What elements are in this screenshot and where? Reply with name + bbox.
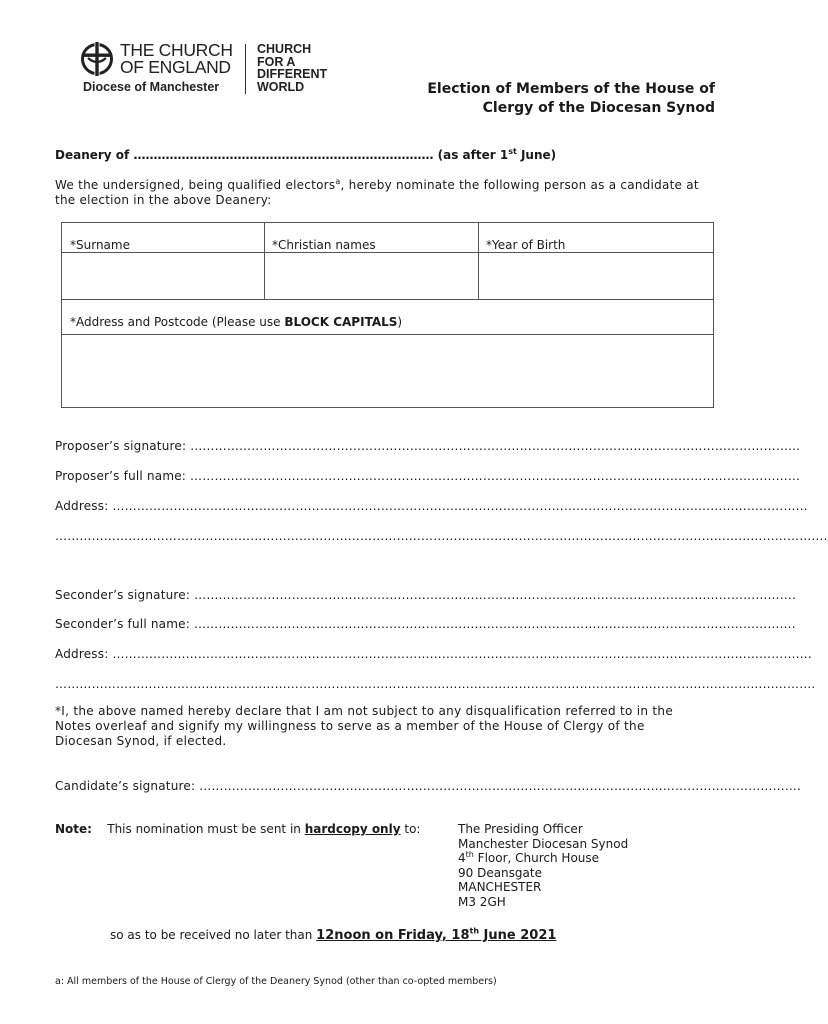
candidate-details-table (61, 222, 714, 408)
floor-sup: th (465, 850, 474, 860)
footnote-ref: a (335, 177, 341, 186)
proposer-address-line-2[interactable]: ………………………………………………………………………………………………………………………………………………………………………. (55, 529, 828, 543)
seconder-full-name-field[interactable]: Seconder’s full name: …………………………………………………………………………………………………………………………………. (55, 617, 796, 631)
deanery-suffix-end: June) (520, 148, 557, 162)
deadline-date (316, 928, 556, 943)
address-header (70, 315, 402, 329)
note-emphasis: hardcopy only (304, 822, 401, 836)
seconder-address-field[interactable]: Address: ………………………………………………………………………………………………………………………………………………………. (55, 647, 812, 661)
return-address (458, 822, 628, 910)
declaration-text: *I, the above named hereby declare that I am not subject to any disqualification referred to in the Notes overleaf and signify my willingness to serve as a member of the House of Clergy of the Diocesan Synod, if elected. (55, 704, 674, 748)
deanery-suffix-sup: st (508, 147, 517, 156)
address-field[interactable] (63, 336, 713, 406)
christian-names-field[interactable] (266, 254, 477, 299)
surname-header: *Surname (70, 238, 130, 252)
year-of-birth-header: *Year of Birth (486, 238, 566, 252)
surname-field[interactable] (63, 254, 263, 299)
logo-wordmark (120, 42, 233, 76)
deadline-date-text: 12noon on Friday, 18 (316, 928, 470, 943)
note-label: Note: (55, 822, 92, 836)
address-header-bold: BLOCK CAPITALS (284, 315, 398, 329)
logo-line-1: THE CHURCH (120, 40, 233, 60)
logo-line-2: OF ENGLAND (120, 57, 231, 77)
title-line-1: Election of Members of the House of (427, 81, 715, 97)
seconder-address-line-2[interactable]: ……………………………………………………………………………………………………………………………………………………………………. (55, 677, 816, 691)
intro-text-cont: , hereby nominate the following person as a candidate at the election in the above Deanery: (55, 178, 699, 207)
christian-names-header: *Christian names (272, 238, 376, 252)
address-line: MANCHESTER (458, 880, 542, 895)
floor-text: Floor, Church House (473, 851, 600, 866)
divider (62, 252, 713, 253)
floor-number: 4 (458, 851, 466, 866)
address-line: 90 Deansgate (458, 865, 542, 880)
note-line (55, 822, 420, 836)
cross-emblem-icon (80, 42, 114, 76)
divider (478, 223, 479, 300)
address-line: Manchester Diocesan Synod (458, 836, 629, 851)
tagline-line: DIFFERENT (257, 67, 328, 82)
divider (264, 223, 265, 300)
deanery-line (55, 148, 556, 162)
year-of-birth-field[interactable] (480, 254, 712, 299)
proposer-signature-field[interactable]: Proposer’s signature: …………………………………………………………………………………………………………………………………… (55, 439, 801, 453)
tagline-line: WORLD (257, 79, 305, 94)
deadline-text: so as to be received no later than (110, 928, 313, 942)
title-line-2: Clergy of the Diocesan Synod (482, 99, 715, 116)
note-text-end: to: (404, 822, 421, 836)
deanery-field[interactable]: ………………………………………………………………… (133, 148, 434, 162)
address-header-text: *Address and Postcode (Please use (70, 315, 285, 329)
intro-text: We the undersigned, being qualified electors (55, 178, 336, 192)
deadline-line (110, 928, 556, 943)
deanery-suffix: (as after 1 (437, 148, 509, 162)
divider (62, 334, 713, 335)
seconder-signature-field[interactable]: Seconder’s signature: …………………………………………………………………………………………………………………………………. (55, 588, 796, 602)
divider (62, 299, 713, 300)
note-text: This nomination must be sent in (107, 822, 301, 836)
intro-paragraph (55, 178, 715, 208)
address-line (458, 851, 628, 866)
logo-diocese: Diocese of Manchester (83, 80, 220, 94)
church-of-england-logo (80, 42, 350, 96)
proposer-address-field[interactable]: Address: ……………………………………………………………………………………………………………………………………………………… (55, 499, 808, 513)
address-header-end: ) (397, 315, 403, 329)
tagline-line: CHURCH (257, 42, 312, 56)
logo-divider (245, 44, 246, 94)
candidate-signature-field[interactable]: Candidate’s signature: …………………………………………………………………………………………………………………………………. (55, 779, 802, 793)
proposer-full-name-field[interactable]: Proposer’s full name: …………………………………………………………………………………………………………………………………… (55, 469, 801, 483)
tagline-line: FOR A (257, 54, 296, 69)
form-title (335, 80, 715, 117)
footnote: a: All members of the House of Clergy of the Deanery Synod (other than co-opted members) (55, 976, 497, 987)
deadline-date-sup: th (469, 926, 480, 936)
logo-tagline (257, 43, 327, 93)
deadline-date-end: June 2021 (479, 928, 557, 943)
address-line: The Presiding Officer (458, 822, 583, 836)
deanery-label: Deanery of (55, 148, 130, 162)
address-line: M3 2GH (458, 894, 506, 909)
